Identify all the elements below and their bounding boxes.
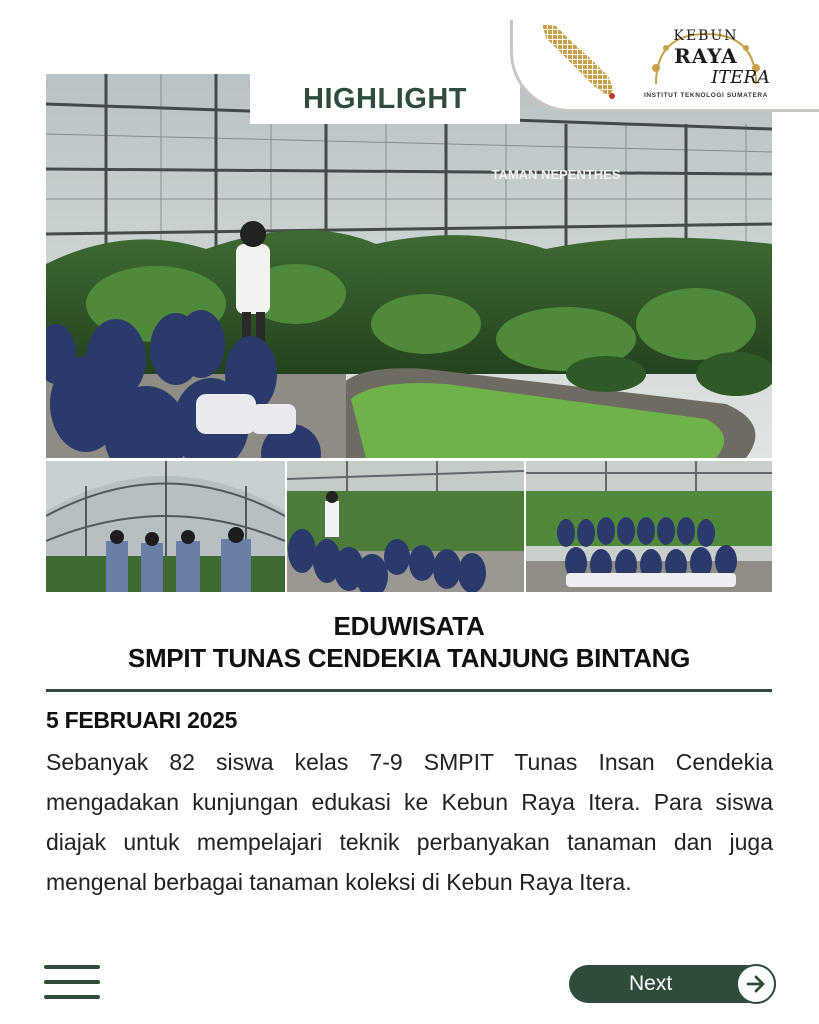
brand-line2: RAYA (674, 44, 738, 68)
photo-greenhouse-entrance (46, 461, 285, 592)
title-line2: SMPIT TUNAS CENDEKIA TANJUNG BINTANG (127, 643, 691, 673)
brand-subtitle: INSTITUT TEKNOLOGI SUMATERA (643, 92, 769, 99)
title-line1: EDUWISATA (333, 611, 485, 641)
sumatra-map-icon (538, 20, 620, 100)
brand-line1: KEBUN (673, 28, 739, 44)
arrow-right-icon (736, 964, 776, 1004)
article-body: Sebanyak 82 siswa kelas 7-9 SMPIT Tunas Insan Cendekia mengadakan kunjungan edukasi ke Kebun Raya Itera. Para siswa diajak untuk mempelajari teknik perbanyakan tanaman dan juga mengenal berbagai tanaman koleksi di Kebun Raya Itera. (46, 749, 773, 895)
main-photo (46, 74, 772, 458)
article-date: 5 FEBRUARI 2025 (46, 707, 238, 733)
next-label: Next (629, 972, 673, 995)
photo-group (526, 461, 772, 592)
menu-button[interactable] (44, 962, 100, 1004)
next-button[interactable] (569, 965, 776, 1003)
garden-sign: TAMAN NEPENTHES (491, 167, 621, 182)
highlight-tab (250, 74, 520, 124)
title-divider (46, 689, 772, 692)
menu-icon (44, 965, 100, 969)
kebun-raya-itera-logo (636, 22, 776, 104)
photo-students-seated (287, 461, 524, 592)
highlight-label: HIGHLIGHT (303, 82, 467, 115)
article-title (46, 610, 772, 674)
brand-line3: ITERA (711, 67, 770, 88)
